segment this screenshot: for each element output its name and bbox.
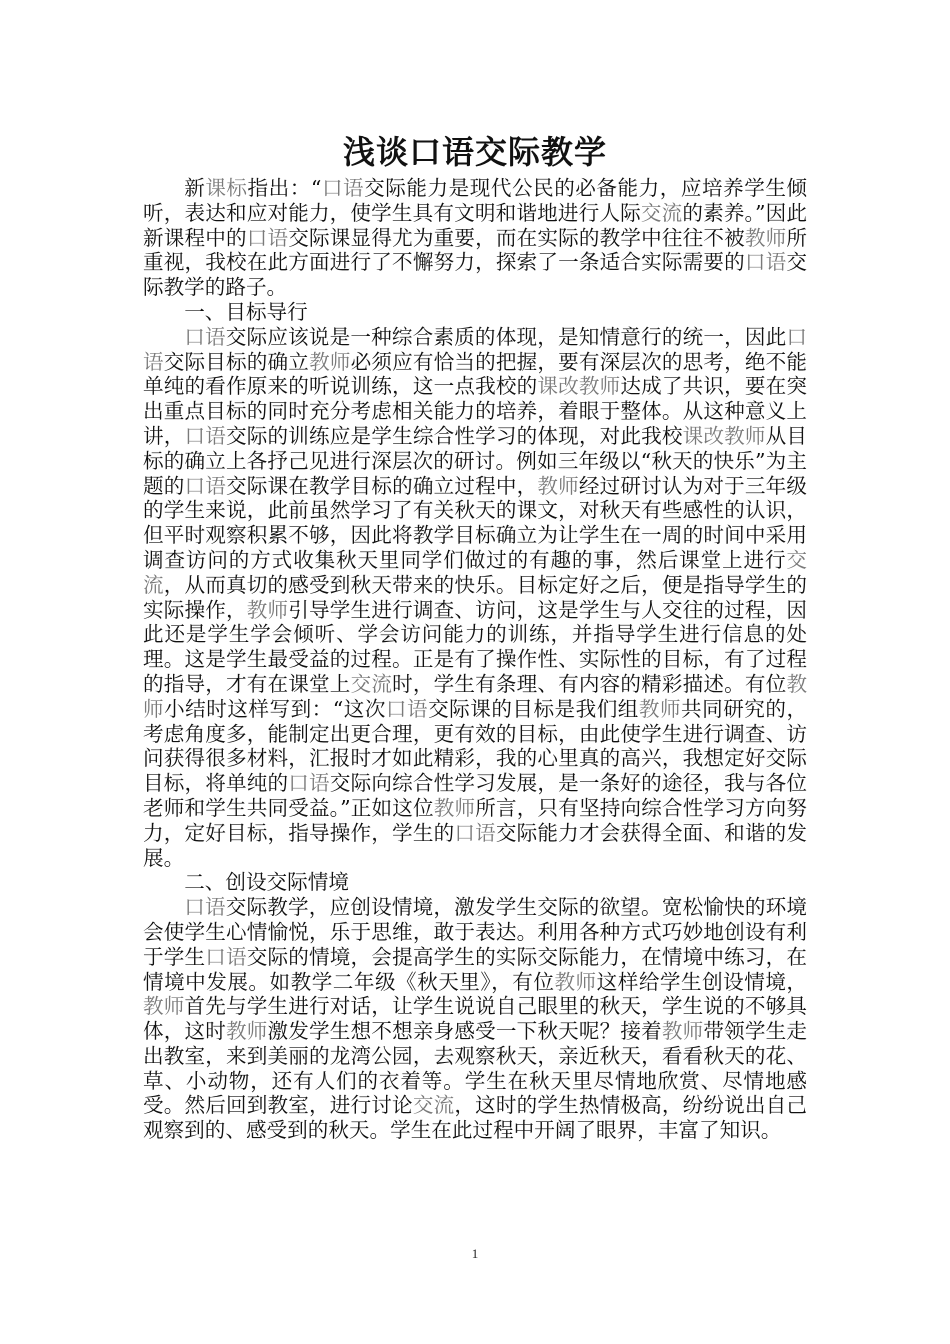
keyword-term: 教师 xyxy=(638,696,682,721)
keyword-term: 教师 xyxy=(537,473,579,498)
page-title: 浅谈口语交际教学 xyxy=(342,133,607,171)
text-run: 交际教学，应创设情境，激发学生交际的欲望。宽松愉快的环境会使学生心情愉悦，乐于思维，敢于表达。利用各种方式巧妙地创设有利于学生 xyxy=(143,895,808,969)
text-run: 指出：“ xyxy=(247,176,322,200)
keyword-term: 口语 xyxy=(321,176,365,200)
keyword-term: 课改教师 xyxy=(537,374,621,399)
page-number: 1 xyxy=(471,1246,479,1261)
keyword-term: 口语 xyxy=(184,324,226,349)
text-run: 小结时这样写到：“这次 xyxy=(164,696,386,721)
keyword-term: 教师 xyxy=(309,349,351,374)
keyword-term: 交流 xyxy=(412,1093,455,1118)
text-run: 交际能力才会获得全面、和谐的发展。 xyxy=(143,820,808,870)
keyword-term: 交流 xyxy=(640,200,683,225)
text-run: 这样给学生创设情境， xyxy=(596,969,808,994)
text-run: 交际向综合性学习发展，是一条好的途径，我与各位老师和学生共同受益。”正如这位 xyxy=(143,771,808,820)
text-run: 达成了共识，要在突出重点目标的同时充分考虑相关能力的培养，着眼于整体。从这种意义上讲， xyxy=(143,374,808,448)
text-run: 交际应该说是一种综合素质的体现，是知情意行的统一，因此 xyxy=(225,324,787,349)
text-run: 所重视，我校在此方面进行了不懈努力，探索了一条适合实际需要的 xyxy=(143,225,808,275)
keyword-term: 口语 xyxy=(385,696,429,721)
keyword-term: 教师 xyxy=(226,1019,268,1044)
keyword-term: 口语 xyxy=(744,250,787,275)
text-run: ，这时的学生热情极高，纷纷说出自己观察到的、感受到的秋天。学生在此过程中开阔了眼界，丰富了知识。 xyxy=(143,1093,808,1143)
section-heading xyxy=(143,300,807,325)
text-run: 二、创设交际情境 xyxy=(184,870,349,895)
section-heading xyxy=(143,870,807,895)
keyword-term: 口语 xyxy=(288,771,330,796)
keyword-term: 教师 xyxy=(246,597,289,622)
text-run: 交际课在教学目标的确立过程中， xyxy=(226,473,538,498)
text-run: 的素养。”因此新课程中的 xyxy=(143,200,808,250)
keyword-term: 课改教师 xyxy=(682,423,766,448)
text-run: 交际的训练应是学生综合性学习的体现，对此我校 xyxy=(226,423,683,448)
text-run: 一、目标导行 xyxy=(184,299,308,324)
text-run: 激发学生想不想亲身感受一下秋天呢？接着 xyxy=(267,1019,662,1044)
keyword-term: 课标 xyxy=(205,176,248,200)
body-paragraph xyxy=(143,895,807,1143)
text-run: 交际课的目标是我们组 xyxy=(428,696,639,721)
keyword-term: 口语 xyxy=(246,225,289,250)
keyword-term: 口语 xyxy=(184,473,227,498)
text-run: 必须应有恰当的把握，要有深层次的思考，绝不能单纯的看作原来的听说训练，这一点我校的 xyxy=(143,349,808,399)
body-paragraph xyxy=(143,325,807,871)
body-paragraph xyxy=(143,176,807,300)
keyword-term: 口语 xyxy=(205,944,247,969)
text-run: 交际教学的路子。 xyxy=(143,250,808,300)
keyword-term: 教师 xyxy=(143,994,185,1019)
keyword-term: 口语 xyxy=(184,423,227,448)
text-run: ，从而真切的感受到秋天带来的快乐。目标定好之后，便是指导学生的实际操作， xyxy=(143,572,808,622)
text-run: 交际课显得尤为重要，而在实际的教学中往往不被 xyxy=(288,225,745,250)
text-run: 时，学生有条理、有内容的精彩描述。有位 xyxy=(392,671,787,696)
keyword-term: 交流 xyxy=(143,547,807,597)
text-run: 交际的情境，会提高学生的实际交际能力，在情境中练习，在情境中发展。如教学二年级《秋天里》，有位 xyxy=(143,944,808,994)
text-run: 从目标的确立上各抒己见进行深层次的研讨。例如三年级以“秋天的快乐”为主题的 xyxy=(143,423,808,498)
text-run: 所言，只有坚持向综合性学习方向努力，定好目标，指导操作，学生的 xyxy=(143,795,808,845)
article-body xyxy=(143,176,807,1143)
keyword-term: 教师 xyxy=(661,1019,704,1044)
keyword-term: 口语 xyxy=(454,820,496,845)
text-run: 经过研讨认为对于三年级的学生来说，此前虽然学习了有关秋天的课文，对秋天有些感性的认识，但平时观察积累不够，因此将教学目标确立为让学生在一周的时间中采用调查访问的方式收集秋天里同学们做过的有趣的事，然后课堂上进行 xyxy=(143,473,808,572)
text-run: 引导学生进行调查、访问，这是学生与人交往的过程，因此还是学生学会倾听、学会访问能力的训练，并指导学生进行信息的处理。这是学生最受益的过程。正是有了操作性、实际性的目标，有了过程的指导，才有在课堂上 xyxy=(143,597,808,696)
text-run: 交际能力是现代公民的必备能力，应培养学生倾听，表达和应对能力，使学生具有文明和谐地进行人际 xyxy=(143,176,808,225)
text-run: 带领学生走出教室，来到美丽的龙湾公园，去观察秋天，亲近秋天，看看秋天的花、草、小动物，还有人们的衣着等。学生在秋天里尽情地欣赏、尽情地感受。然后回到教室，进行讨论 xyxy=(143,1019,808,1118)
keyword-term: 口语 xyxy=(143,324,808,374)
text-run: 首先与学生进行对话，让学生说说自己眼里的秋天，学生说的不够具体，这时 xyxy=(143,994,808,1044)
keyword-term: 教师 xyxy=(143,671,808,721)
keyword-term: 教师 xyxy=(433,795,476,820)
text-run: 共同研究的，考虑角度多，能制定出更合理，更有效的目标，由此使学生进行调查、访问获得很多材料，汇报时才如此精彩，我的心里真的高兴，我想定好交际目标，将单纯的 xyxy=(143,696,808,796)
keyword-term: 教师 xyxy=(554,969,597,994)
keyword-term: 口语 xyxy=(184,895,226,920)
text-run: 交际目标的确立 xyxy=(163,349,310,374)
keyword-term: 教师 xyxy=(744,225,787,250)
keyword-term: 交流 xyxy=(350,671,393,696)
text-run: 新 xyxy=(184,176,206,200)
